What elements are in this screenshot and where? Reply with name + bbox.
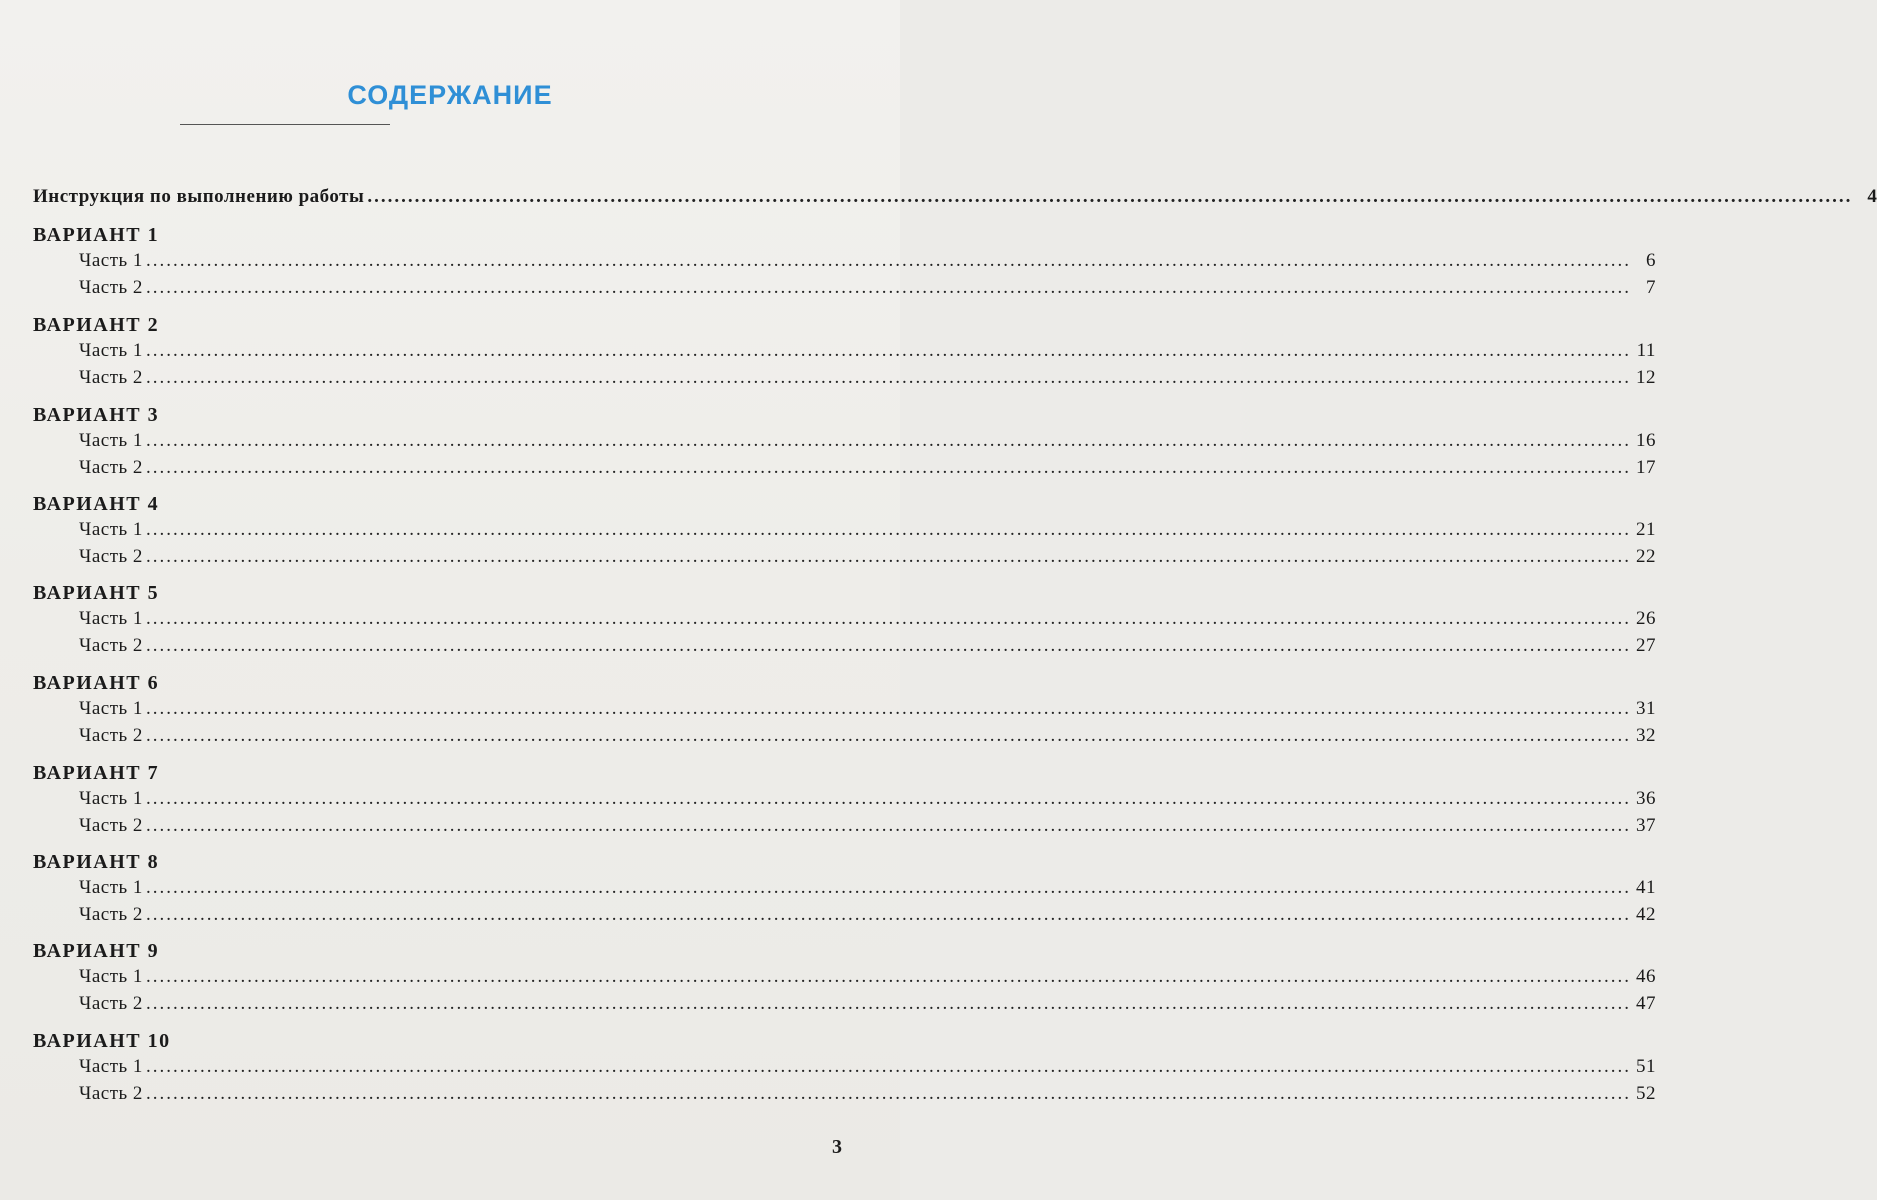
toc-entry-part xyxy=(0,457,1656,485)
dot-leader: ............................................................................................................................................................................................................................ xyxy=(145,367,1631,388)
toc-entry-label: Часть 1 xyxy=(79,250,143,271)
toc-entry-part xyxy=(0,815,1656,843)
toc-entry-part xyxy=(0,277,1656,305)
dot-leader: ............................................................................................................................................................................................................................ xyxy=(145,430,1631,451)
dot-leader: ............................................................................................................................................................................................................................ xyxy=(145,993,1631,1014)
page-title: СОДЕРЖАНИЕ xyxy=(347,80,553,110)
toc-entry-label: Часть 1 xyxy=(79,1056,143,1077)
toc-entry-label: Часть 2 xyxy=(79,815,143,836)
dot-leader: ............................................................................................................................................................................................................................ xyxy=(145,457,1631,478)
variant-heading: ВАРИАНТ 4 xyxy=(33,493,160,515)
variant-heading: ВАРИАНТ 9 xyxy=(33,940,160,962)
toc-entry-label: Часть 1 xyxy=(79,698,143,719)
dot-leader: ............................................................................................................................................................................................................................ xyxy=(145,877,1631,898)
dot-leader: ............................................................................................................................................................................................................................ xyxy=(145,546,1631,567)
variant-heading: ВАРИАНТ 5 xyxy=(33,582,160,604)
toc-entry-label: Часть 1 xyxy=(79,608,143,629)
dot-leader: ............................................................................................................................................................................................................................ xyxy=(145,904,1631,925)
toc-entry-label: Часть 1 xyxy=(79,340,143,361)
toc-entry-part xyxy=(0,608,1656,636)
toc-entry-part xyxy=(0,635,1656,663)
toc-page-number: 47 xyxy=(1635,993,1656,1014)
toc-entry-label: Часть 1 xyxy=(79,966,143,987)
toc-page-number: 22 xyxy=(1635,546,1656,567)
toc-entry-instruction xyxy=(0,186,1877,214)
toc-entry-part xyxy=(0,788,1656,816)
toc-entry-label: Часть 2 xyxy=(79,993,143,1014)
toc-page-number: 42 xyxy=(1635,904,1656,925)
toc-entry-label: Часть 2 xyxy=(79,546,143,567)
toc-entry-part xyxy=(0,966,1656,994)
dot-leader: ............................................................................................................................................................................................................................ xyxy=(145,340,1631,361)
toc-page-number: 11 xyxy=(1636,340,1656,361)
toc-page-number: 16 xyxy=(1635,430,1656,451)
variant-heading: ВАРИАНТ 6 xyxy=(33,672,160,694)
toc-entry-part xyxy=(0,546,1656,574)
dot-leader: ............................................................................................................................................................................................................................ xyxy=(367,186,1853,207)
dot-leader: ............................................................................................................................................................................................................................ xyxy=(145,725,1631,746)
toc-entry-part xyxy=(0,250,1656,278)
dot-leader: ............................................................................................................................................................................................................................ xyxy=(145,966,1631,987)
dot-leader: ............................................................................................................................................................................................................................ xyxy=(145,1083,1631,1104)
toc-entry-part xyxy=(0,725,1656,753)
toc-page-number: 26 xyxy=(1635,608,1656,629)
toc-page-number: 31 xyxy=(1635,698,1656,719)
toc-page-number: 27 xyxy=(1635,635,1656,656)
toc-entry-label: Часть 1 xyxy=(79,519,143,540)
dot-leader: ............................................................................................................................................................................................................................ xyxy=(145,698,1631,719)
toc-entry-label: Часть 1 xyxy=(79,788,143,809)
toc-page-number: 4 xyxy=(1867,186,1877,207)
toc-entry-label: Инструкция по выполнению работы xyxy=(33,186,365,207)
toc-entry-label: Часть 1 xyxy=(79,877,143,898)
toc-entry-part xyxy=(0,904,1656,932)
toc-page-number: 12 xyxy=(1635,367,1656,388)
toc-page-number: 36 xyxy=(1635,788,1656,809)
toc-page-number: 21 xyxy=(1635,519,1656,540)
toc-entry-label: Часть 2 xyxy=(79,725,143,746)
dot-leader: ............................................................................................................................................................................................................................ xyxy=(145,277,1631,298)
toc-entry-part xyxy=(0,367,1656,395)
toc-entry-label: Часть 2 xyxy=(79,635,143,656)
variant-heading: ВАРИАНТ 3 xyxy=(33,404,160,426)
toc-page-number: 7 xyxy=(1645,277,1656,298)
dot-leader: ............................................................................................................................................................................................................................ xyxy=(145,519,1631,540)
toc-entry-label: Часть 2 xyxy=(79,457,143,478)
variant-heading: ВАРИАНТ 8 xyxy=(33,851,160,873)
toc-entry-part xyxy=(0,993,1656,1021)
variant-heading: ВАРИАНТ 10 xyxy=(33,1030,171,1052)
toc-page-number: 51 xyxy=(1635,1056,1656,1077)
page-number: 3 xyxy=(832,1136,842,1158)
toc-entry-label: Часть 2 xyxy=(79,367,143,388)
toc-entry-part xyxy=(0,1056,1656,1084)
dot-leader: ............................................................................................................................................................................................................................ xyxy=(145,815,1631,836)
dot-leader: ............................................................................................................................................................................................................................ xyxy=(145,635,1631,656)
toc-entry-label: Часть 2 xyxy=(79,1083,143,1104)
toc-entry-part xyxy=(0,340,1656,368)
toc-entry-label: Часть 1 xyxy=(79,430,143,451)
toc-entry-part xyxy=(0,698,1656,726)
toc-page-number: 52 xyxy=(1635,1083,1656,1104)
toc-entry-part xyxy=(0,430,1656,458)
dot-leader: ............................................................................................................................................................................................................................ xyxy=(145,608,1631,629)
variant-heading: ВАРИАНТ 7 xyxy=(33,762,160,784)
toc-page-number: 32 xyxy=(1635,725,1656,746)
toc-page-number: 37 xyxy=(1635,815,1656,836)
toc-entry-label: Часть 2 xyxy=(79,904,143,925)
dot-leader: ............................................................................................................................................................................................................................ xyxy=(145,788,1631,809)
title-underline xyxy=(180,124,390,125)
variant-heading: ВАРИАНТ 1 xyxy=(33,224,160,246)
variant-heading: ВАРИАНТ 2 xyxy=(33,314,160,336)
dot-leader: ............................................................................................................................................................................................................................ xyxy=(145,1056,1631,1077)
toc-page-number: 17 xyxy=(1635,457,1656,478)
toc-page-number: 46 xyxy=(1635,966,1656,987)
toc-entry-part xyxy=(0,519,1656,547)
toc-page-number: 6 xyxy=(1645,250,1656,271)
toc-entry-label: Часть 2 xyxy=(79,277,143,298)
toc-page-number: 41 xyxy=(1635,877,1656,898)
toc-entry-part xyxy=(0,1083,1656,1111)
dot-leader: ............................................................................................................................................................................................................................ xyxy=(145,250,1631,271)
toc-entry-part xyxy=(0,877,1656,905)
